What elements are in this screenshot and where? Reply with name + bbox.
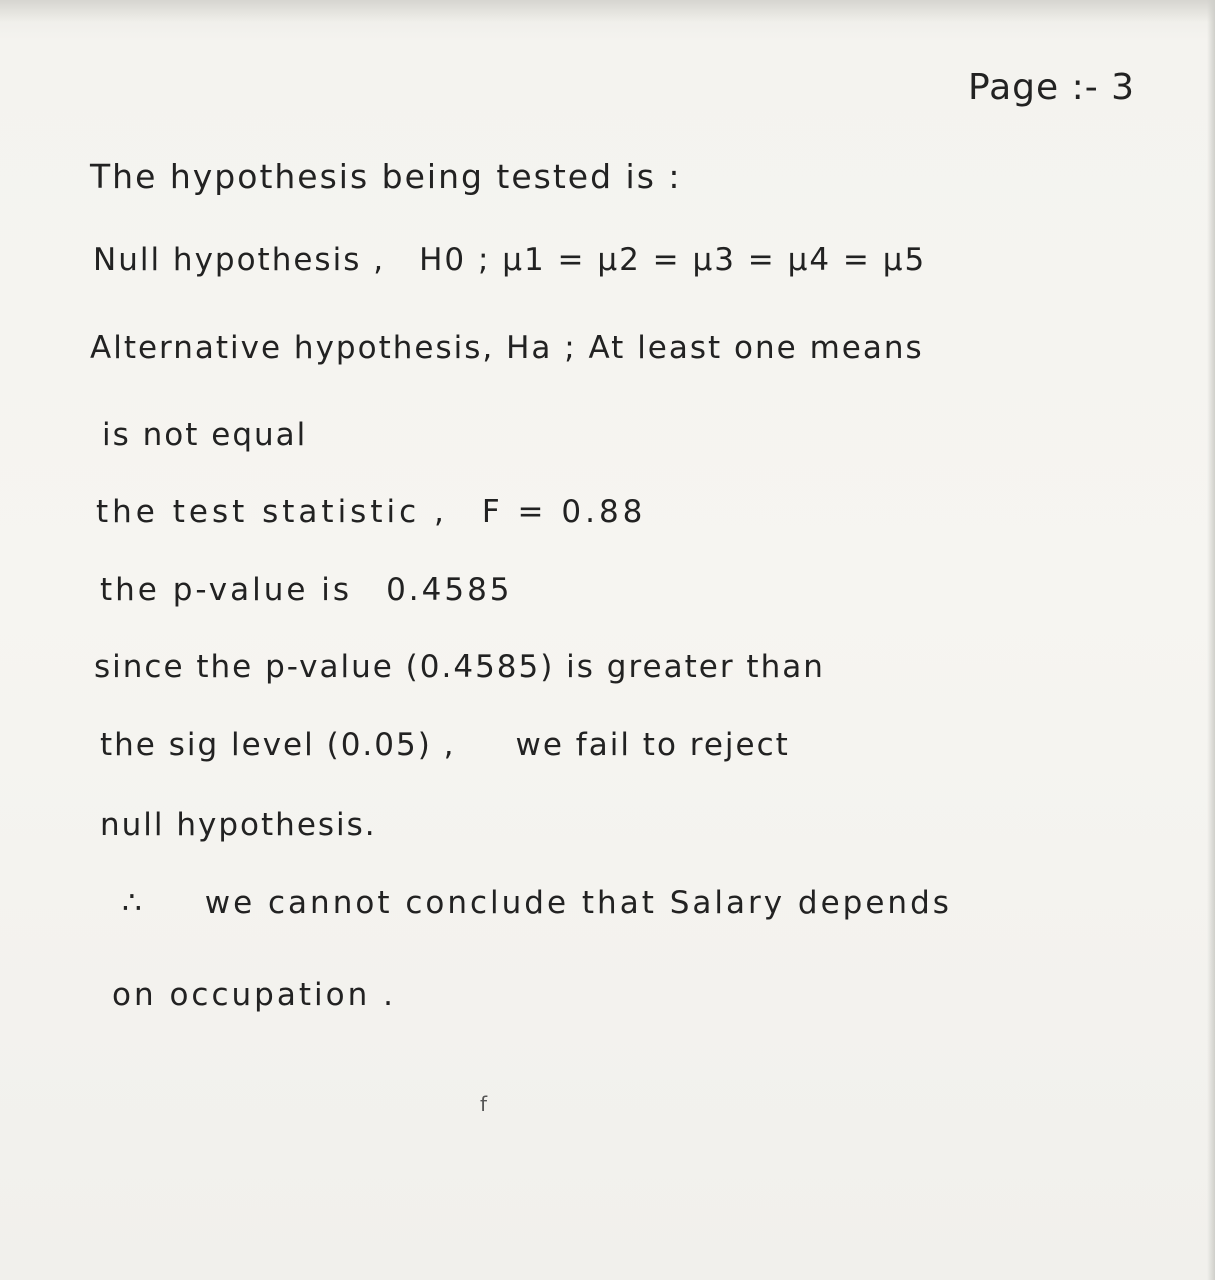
- alternative-continuation-line: [102, 417, 308, 453]
- since-text: since the p-value (0.4585) is greater than: [94, 649, 825, 685]
- alternative-continuation-text: is not equal: [102, 417, 308, 453]
- sig-level-text: the sig level (0.05) ,: [100, 727, 456, 763]
- fail-to-reject-text: we fail to reject: [515, 727, 790, 763]
- intro-line: [90, 157, 682, 196]
- null-hypothesis-close-line: [100, 807, 377, 843]
- p-value-line: [100, 572, 513, 608]
- therefore-symbol: ∴: [122, 885, 145, 921]
- p-value-value: 0.4585: [386, 572, 513, 608]
- sig-level-line: [100, 727, 790, 763]
- test-statistic-line: [96, 494, 647, 530]
- p-value-label: the p-value is: [100, 572, 353, 608]
- null-hypothesis-line: [93, 242, 927, 278]
- therefore-text: we cannot conclude that Salary depends: [204, 885, 952, 921]
- therefore-line: [122, 885, 952, 921]
- null-hypothesis-label: Null hypothesis ,: [93, 242, 386, 278]
- page-right-edge: [1207, 0, 1215, 1280]
- null-hypothesis-close-text: null hypothesis.: [100, 807, 377, 843]
- alternative-hypothesis-line: [90, 330, 924, 366]
- alternative-hypothesis-text: Alternative hypothesis, Ha ; At least one means: [90, 330, 924, 366]
- since-line: [94, 649, 825, 685]
- test-statistic-value: F = 0.88: [481, 494, 647, 530]
- page-top-edge: [0, 0, 1215, 22]
- null-hypothesis-formula: H0 ; μ1 = μ2 = μ3 = μ4 = μ5: [419, 242, 927, 278]
- stray-pen-mark: f: [480, 1092, 488, 1116]
- page-number: Page :- 3: [968, 67, 1136, 108]
- occupation-line: [112, 977, 396, 1013]
- occupation-text: on occupation .: [112, 977, 396, 1013]
- intro-text: The hypothesis being tested is :: [90, 157, 682, 196]
- test-statistic-label: the test statistic ,: [96, 494, 448, 530]
